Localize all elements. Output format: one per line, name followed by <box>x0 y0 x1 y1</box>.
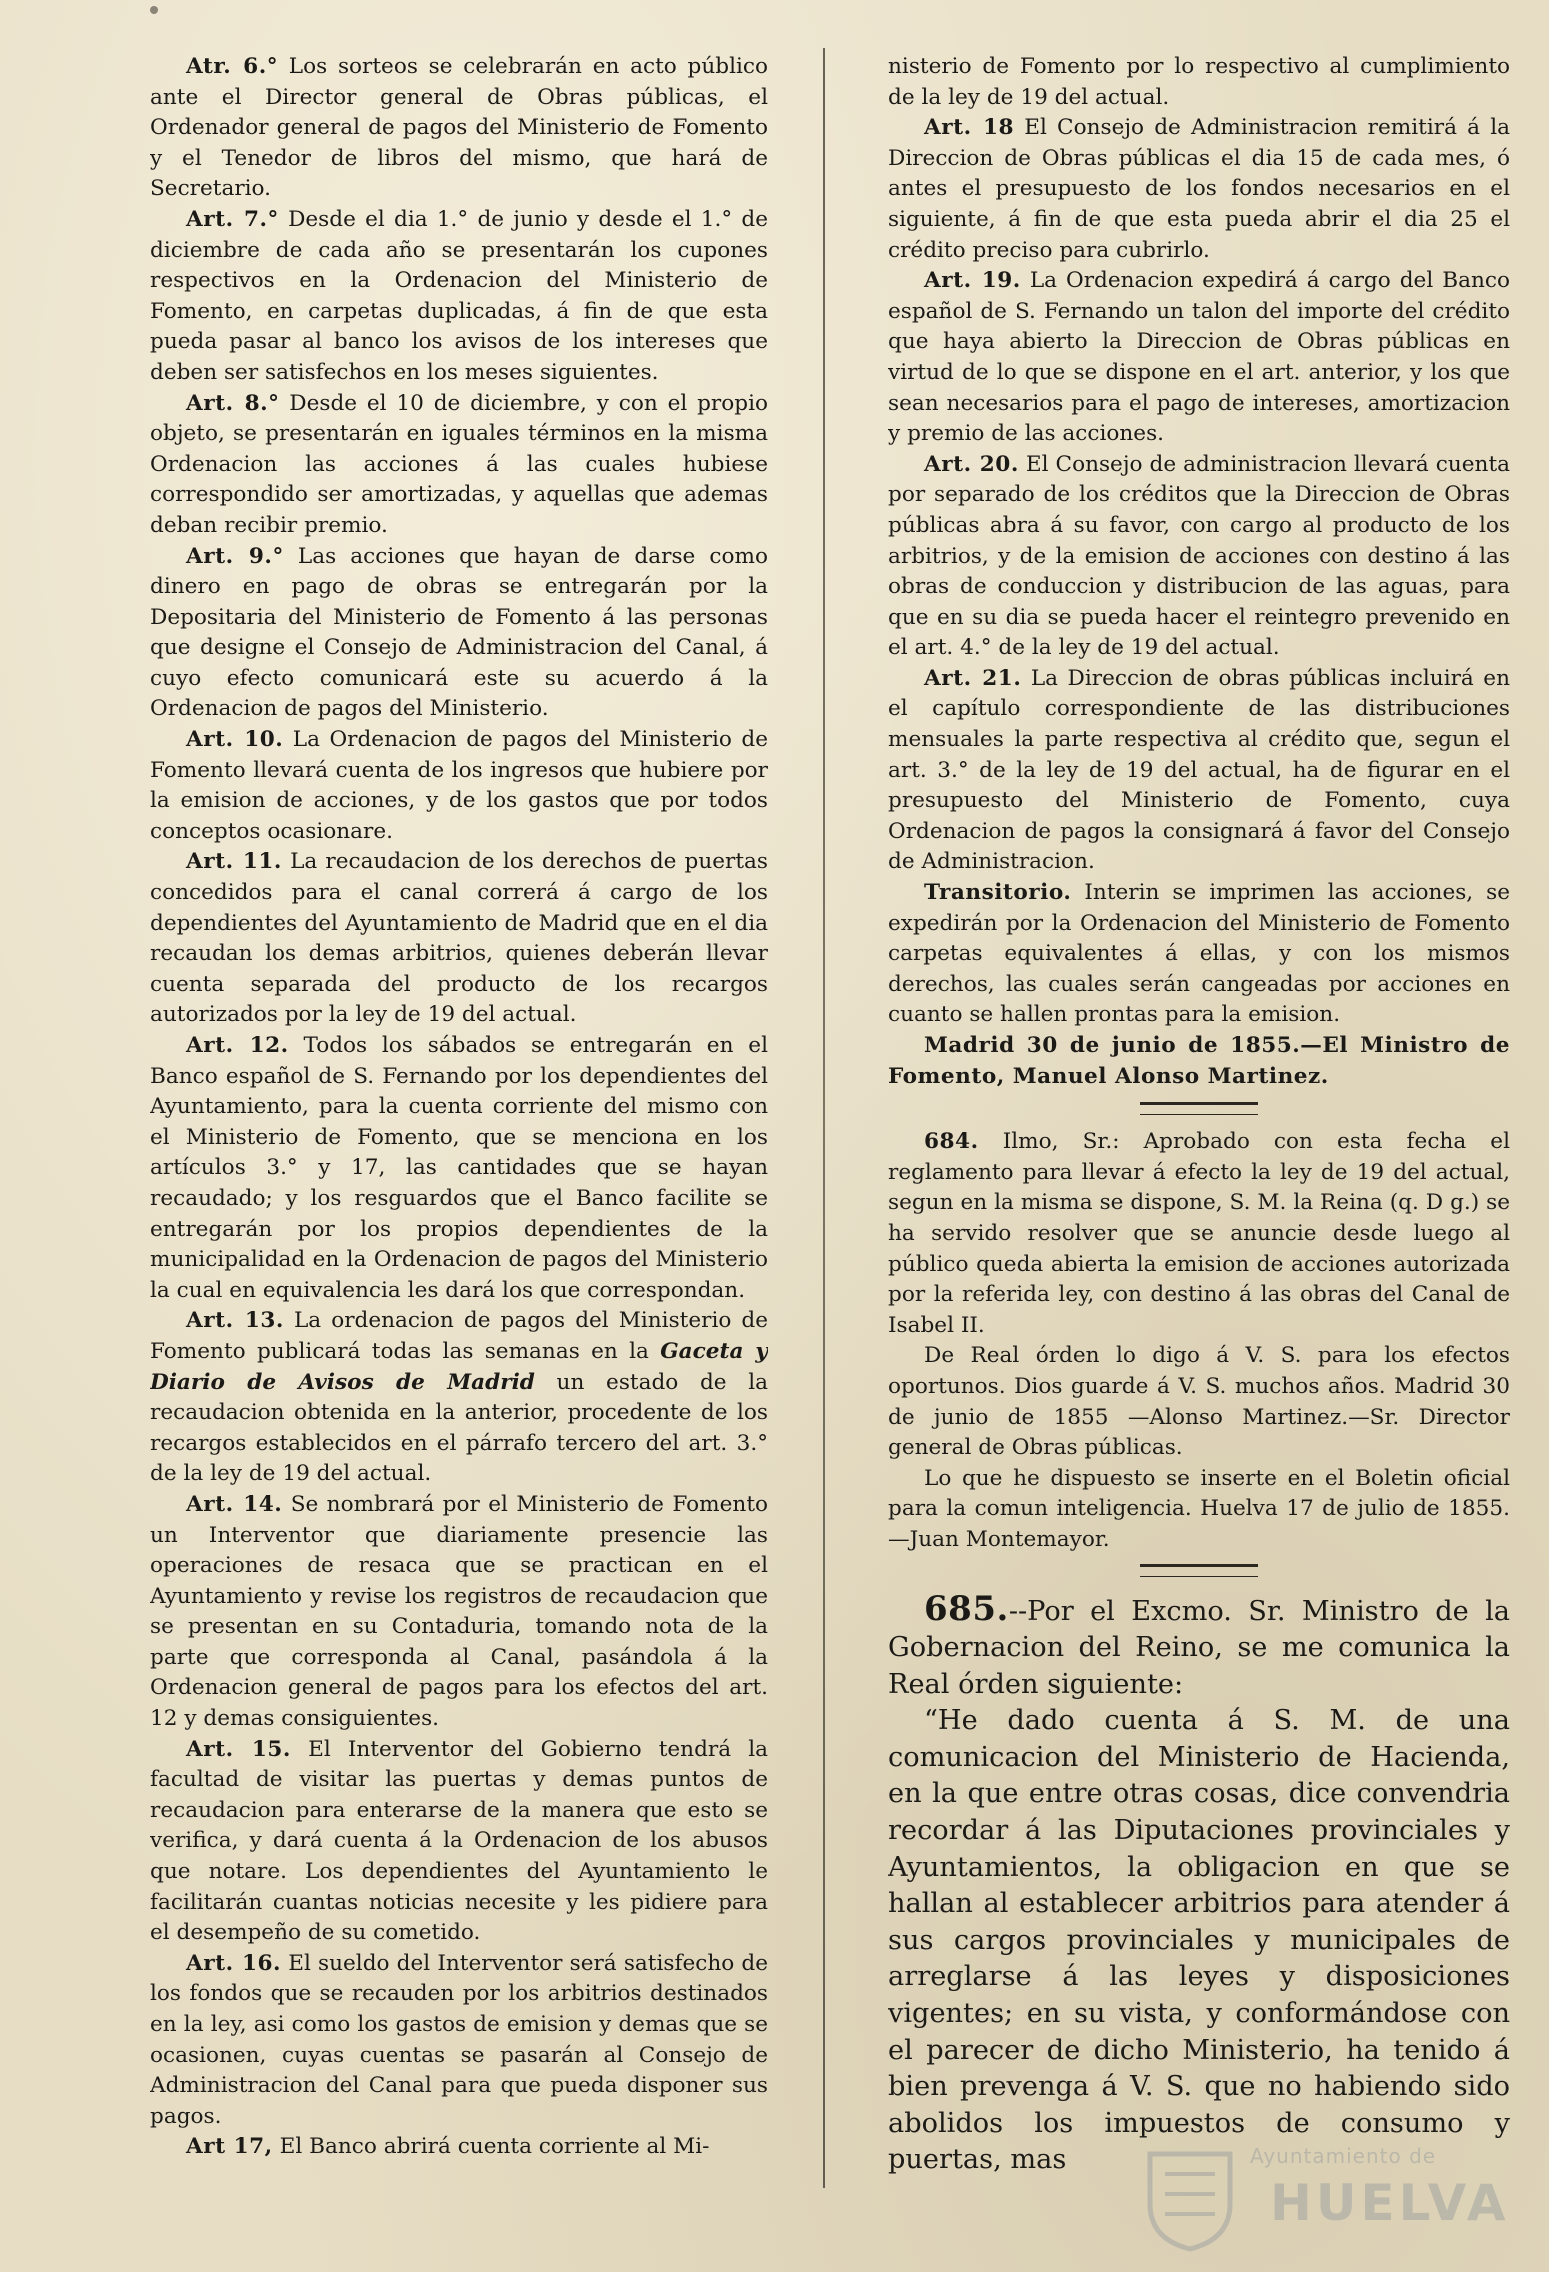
left-column <box>150 52 768 2192</box>
article-6: Atr. 6.° Los sorteos se celebrarán en acto público ante el Director general de Obras públicas, el Ordenador general de pagos del Ministerio de Fomento y el Tenedor de libros del mismo, que hará de Secretario. <box>150 54 768 202</box>
article-16: Art. 16. El sueldo del Interventor será satisfecho de los fondos que se recauden por los arbitrios destinados en la ley, asi como los gastos de emision y demas que se ocasionen, cuyas cuentas se pasarán al Consejo de Administracion del Canal para que pueda disponer sus pagos. <box>150 1950 768 2129</box>
item-684-real-orden: De Real órden lo digo á V. S. para los efectos oportunos. Dios guarde á V. S. muchos años. Madrid 30 de junio de 1855 —Alonso Martinez.—Sr. Director general de Obras públicas. <box>888 1343 1510 1461</box>
ink-speck <box>150 6 158 14</box>
article-14: Art. 14. Se nombrará por el Ministerio de Fomento un Interventor que diariamente presencie las operaciones de resaca que se practican en el Ayuntamiento y revise los registros de recaudacion que se presentan en su Contaduria, tomando nota de la parte que corresponda al Canal, pasándola á la Ordenacion general de pagos para los efectos del art. 12 y demas consiguientes. <box>150 1491 768 1732</box>
item-684-publicacion: Lo que he dispuesto se inserte en el Boletin oficial para la comun inteligencia. Huelva 17 de julio de 1855.—Juan Montemayor. <box>888 1465 1510 1552</box>
article-17-continuation: nisterio de Fomento por lo respectivo al cumplimiento de la ley de 19 del actual. <box>888 54 1510 110</box>
article-21: Art. 21. La Direccion de obras públicas incluirá en el capítulo correspondiente de las distribuciones mensuales la parte respectiva al crédito que, segun el art. 3.° de la ley de 19 del actual, ha de figurar en el presupuesto del Ministerio de Fomento, cuya Ordenacion de pagos la consignará á favor del Consejo de Administracion. <box>888 665 1510 875</box>
article-15: Art. 15. El Interventor del Gobierno tendrá la facultad de visitar las puertas y demas puntos de recaudacion para enterarse de la manera que esto se verifica, y dará cuenta á la Ordenacion de los abusos que notare. Los dependientes del Ayuntamiento le facilitarán cuantas noticias necesite y les pidiere para el desempeño de su cometido. <box>150 1736 768 1946</box>
article-7: Art. 7.° Desde el dia 1.° de junio y desde el 1.° de diciembre de cada año se presentarán los cupones respectivos en la Ordenacion del Ministerio de Fomento, en carpetas duplicadas, á fin de que esta pueda pasar al banco los avisos de los intereses que deben ser satisfechos en los meses siguientes. <box>150 206 768 385</box>
item-685-heading: 685.--Por el Excmo. Sr. Ministro de la Gobernacion del Reino, se me comunica la Real órden siguiente: <box>888 1588 1510 1700</box>
section-separator <box>1140 1102 1258 1115</box>
item-685 <box>888 1588 1510 2180</box>
article-19: Art. 19. La Ordenacion expedirá á cargo del Banco español de S. Fernando un talon del importe del crédito que haya abierto la Direccion de Obras públicas en virtud de lo que se dispone en el art. anterior, y los que sean necesarios para el pago de intereses, amortizacion y premio de las acciones. <box>888 268 1510 447</box>
article-13: Art. 13. La ordenacion de pagos del Ministerio de Fomento publicará todas las semanas en la Gaceta y Diario de Avisos de Madrid un estado de la recaudacion obtenida en la anterior, procedente de los recargos establecidos en el párrafo tercero del art. 3.° de la ley de 19 del actual. <box>150 1308 768 1487</box>
section-separator <box>1140 1564 1258 1577</box>
article-9: Art. 9.° Las acciones que hayan de darse como dinero en pago de obras se entregarán por la Depositaria del Ministerio de Fomento á las personas que designe el Consejo de Administracion del Canal, á cuyo efecto comunicará este su acuerdo á la Ordenacion de pagos del Ministerio. <box>150 543 768 722</box>
article-17: Art 17, El Banco abrirá cuenta corriente al Mi- <box>186 2134 710 2160</box>
article-10: Art. 10. La Ordenacion de pagos del Ministerio de Fomento llevará cuenta de los ingresos que hubiere por la emision de acciones, y de los gastos que por todos conceptos ocasionare. <box>150 727 768 844</box>
item-685-body: “He dado cuenta á S. M. de una comunicacion del Ministerio de Hacienda, en la que entre otras cosas, dice convendria recordar á las Diputaciones provinciales y Ayuntamientos, la obligacion en que se hallan al establecer arbitrios para atender á sus cargos provinciales y municipales de arreglarse á las leyes y disposiciones vigentes; en su vista, y conformándose con el parecer de dicho Ministerio, ha tenido á bien prevenga á V. S. que no habiendo sido abolidos los impuestos de consumo y puertas, mas <box>888 1705 1510 2176</box>
signature-ministro: Madrid 30 de junio de 1855.—El Ministro de Fomento, Manuel Alonso Martinez. <box>888 1033 1510 1089</box>
article-18: Art. 18 El Consejo de Administracion remitirá á la Direccion de Obras públicas el dia 15 de cada mes, ó antes el presupuesto de los fondos necesarios en el siguiente, á fin de que esta pueda abrir el dia 25 el crédito preciso para cubrirlo. <box>888 115 1510 263</box>
article-20: Art. 20. El Consejo de administracion llevará cuenta por separado de los créditos que la Direccion de Obras públicas abra á su favor, con cargo al producto de los arbitrios, y de la emision de acciones con destino á las obras de conduccion y distribucion de las aguas, para que en su dia se pueda hacer el reintegro prevenido en el art. 4.° de la ley de 19 del actual. <box>888 451 1510 661</box>
watermark-line1: Ayuntamiento de <box>1250 2144 1437 2168</box>
item-684: 684. Ilmo, Sr.: Aprobado con esta fecha el reglamento para llevar á efecto la ley de 19 del actual, segun en la misma se dispone, S. M. la Reina (q. D g.) se ha servido resolver que se anuncie desde luego al público queda abierta la emision de acciones autorizada por la referida ley, con destino á las obras del Canal de Isabel II. <box>888 1129 1510 1338</box>
column-divider <box>823 48 825 2188</box>
article-12: Art. 12. Todos los sábados se entregarán en el Banco español de S. Fernando por los dependientes del Ayuntamiento, para la cuenta corriente del mismo con el Ministerio de Fomento, que se menciona en los artículos 3.° y 17, las cantidades que se hayan recaudado; y los resguardos que el Banco facilite se entregarán por los propios dependientes de la municipalidad en la Ordenacion de pagos del Ministerio la cual en equivalencia les dará los que correspondan. <box>150 1033 768 1303</box>
article-transitorio: Transitorio. Interin se imprimen las acciones, se expedirán por la Ordenacion del Ministerio de Fomento carpetas equivalentes á ellas, y con los mismos derechos, las cuales serán cangeadas por acciones en cuanto se hallen prontas para la emision. <box>888 880 1510 1028</box>
article-11: Art. 11. La recaudacion de los derechos de puertas concedidos para el canal correrá á cargo de los dependientes del Ayuntamiento de Madrid que en el dia recaudan los demas arbitrios, quienes deberán llevar cuenta separada del producto de los recargos autorizados por la ley de 19 del actual. <box>150 849 768 1028</box>
watermark-line2: HUELVA <box>1270 2174 1510 2232</box>
article-8: Art. 8.° Desde el 10 de diciembre, y con el propio objeto, se presentarán en iguales términos en la misma Ordenacion las acciones á las cuales hubiese correspondido ser amortizadas, y aquellas que ademas deban recibir premio. <box>150 390 768 538</box>
right-column <box>888 52 1510 2192</box>
